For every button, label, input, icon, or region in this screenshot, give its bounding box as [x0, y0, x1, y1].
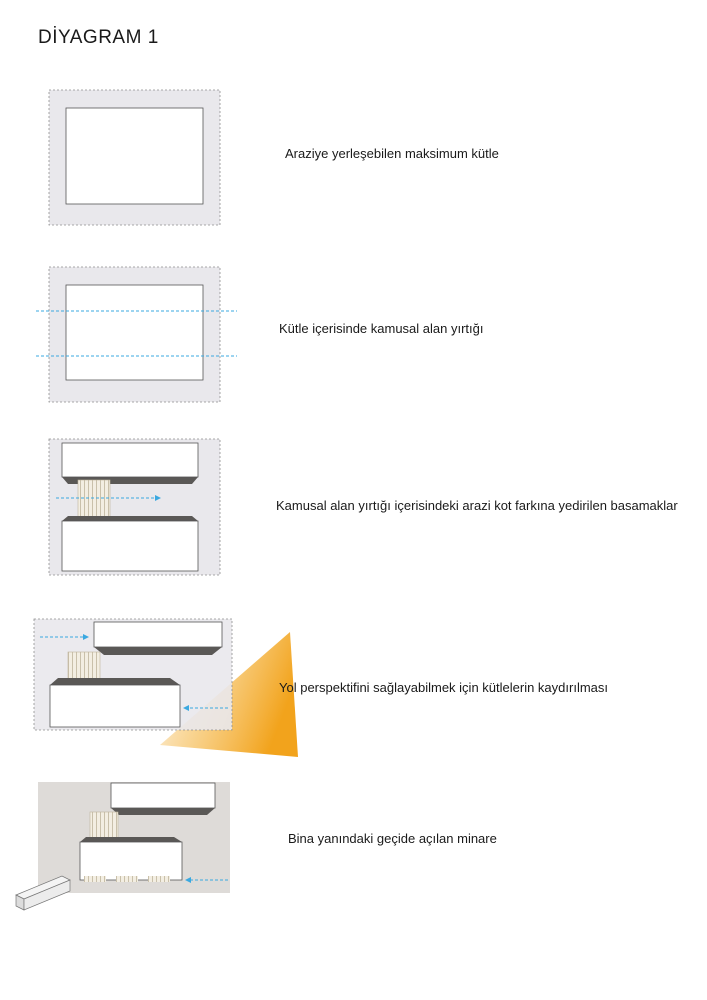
diagram-step-5: [16, 782, 230, 910]
step-2-caption: Kütle içerisinde kamusal alan yırtığı: [279, 321, 484, 336]
page-title: DİYAGRAM 1: [38, 27, 159, 48]
top-block: [111, 783, 215, 808]
ground-stairs-1: [84, 876, 106, 882]
bottom-block: [80, 842, 182, 880]
diagram-step-1: [49, 90, 220, 225]
diagram-step-2: [36, 267, 237, 402]
mass-block: [66, 285, 203, 380]
ground-stairs-2: [116, 876, 138, 882]
step-4-caption: Yol perspektifini sağlayabilmek için kütlelerin kaydırılması: [279, 680, 608, 695]
bottom-block-shadow: [62, 516, 198, 521]
max-mass-block: [66, 108, 203, 204]
top-block-shadow: [111, 808, 215, 815]
step-1-caption: Araziye yerleşebilen maksimum kütle: [285, 146, 499, 161]
bottom-block: [50, 685, 180, 727]
diagram-step-3: [49, 439, 220, 575]
bottom-block-shadow: [50, 678, 180, 685]
bottom-block-shadow: [80, 837, 182, 842]
top-block: [94, 622, 222, 647]
step-3-caption: Kamusal alan yırtığı içerisindeki arazi kot farkına yedirilen basamaklar: [276, 498, 678, 513]
ground-stairs-3: [148, 876, 170, 882]
stairs: [78, 480, 110, 521]
step-5-caption: Bina yanındaki geçide açılan minare: [288, 831, 497, 846]
top-block: [62, 443, 198, 477]
bottom-block: [62, 521, 198, 571]
top-block-shadow: [94, 647, 222, 655]
diagram-step-4: [34, 619, 298, 757]
